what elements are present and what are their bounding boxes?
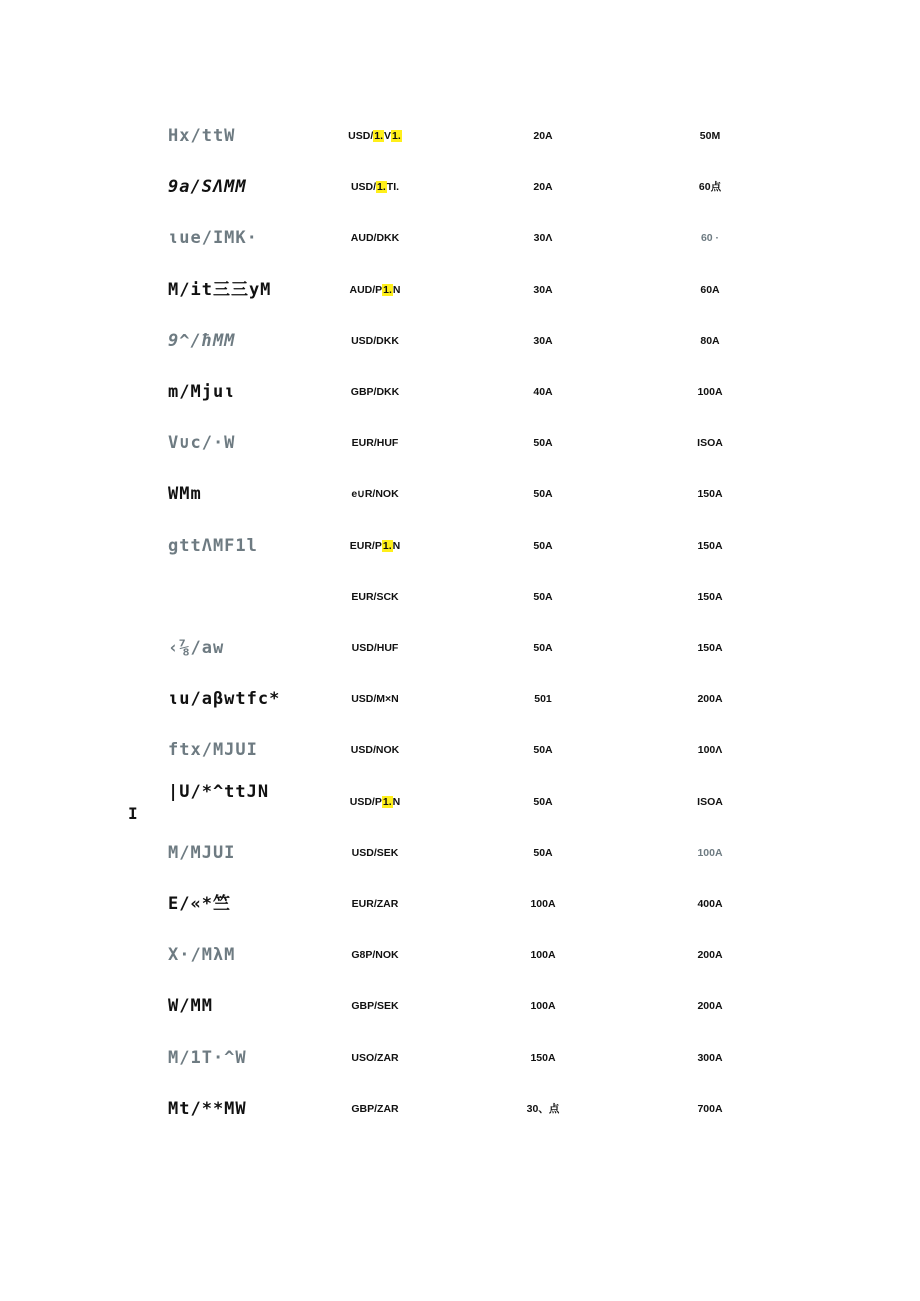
highlighted-text: 1. (382, 795, 392, 808)
currency-pair (330, 474, 420, 514)
row-name: gttΛMF1l (168, 535, 258, 556)
pair-text: EUR/HUF (351, 437, 399, 450)
row-name: ‹⅞∕aw (168, 638, 225, 658)
row-name: 9a∕SΛMM (168, 177, 247, 198)
min-value: 50A (533, 744, 553, 757)
currency-pair (330, 526, 420, 566)
pair-text: N (392, 539, 401, 552)
min-value: 50A (533, 846, 553, 859)
currency-pair (330, 372, 420, 412)
currency-pair (330, 935, 420, 975)
max-value: ISOA (697, 437, 723, 450)
pair-text: USD/SEK (351, 846, 399, 859)
margin-mark: I (128, 804, 138, 823)
table-row (0, 321, 920, 361)
pair-text: G8P/NOK (351, 949, 399, 962)
min-value: 50A (533, 488, 553, 501)
highlighted-text: 1. (383, 283, 392, 296)
min-value: 50A (533, 642, 553, 654)
highlighted-text: 1. (374, 130, 384, 142)
row-name: WMm (168, 484, 202, 505)
min-value: 501 (534, 693, 552, 706)
table-row (0, 935, 920, 975)
currency-pair (330, 270, 420, 310)
min-value: 150A (530, 1051, 556, 1064)
table-row (0, 577, 920, 617)
currency-pair (330, 423, 420, 463)
table-row (0, 372, 920, 412)
table-row (0, 628, 920, 668)
pair-text: EUR/SCK (351, 590, 399, 603)
table-row (0, 474, 920, 514)
currency-pair (330, 628, 420, 668)
pair-text: USO/ZAR (351, 1051, 399, 1064)
row-name: ιu∕aβwtfc* (168, 689, 281, 710)
highlighted-text: 1. (382, 539, 392, 552)
pair-text: GBP/ZAR (351, 1102, 399, 1115)
min-value: 100A (530, 1000, 556, 1013)
table-row (0, 218, 920, 258)
max-value: 60 · (700, 232, 720, 245)
row-name: E/«*竺 (168, 894, 231, 914)
currency-pair (330, 218, 420, 258)
min-value: 30A (533, 283, 553, 296)
min-value: 30、点 (526, 1102, 560, 1115)
currency-pair (330, 116, 420, 156)
min-value: 30Λ (533, 232, 553, 245)
pair-text: USD/DKK (351, 334, 399, 347)
row-name: m∕Mjuι (168, 382, 236, 402)
pair-text: USD/HUF (351, 642, 399, 654)
table-row (0, 1038, 920, 1078)
max-value: 400A (697, 898, 723, 910)
max-value: 200A (697, 949, 723, 962)
pair-text: EUR/ZAR (351, 898, 399, 910)
currency-pair (330, 1038, 420, 1078)
row-name: ftx∕MJUI (168, 740, 258, 761)
table-row (0, 884, 920, 924)
row-name: ιue∕ΙMK· (168, 228, 258, 249)
table-row (0, 730, 920, 770)
pair-text: N (392, 795, 401, 808)
currency-pair (330, 679, 420, 719)
highlighted-text: 1. (392, 130, 401, 142)
pair-text: N (392, 283, 401, 296)
table-row (0, 986, 920, 1026)
max-value: 80A (700, 334, 720, 347)
max-value: 200A (697, 693, 723, 706)
table-row (0, 833, 920, 873)
table-row (0, 167, 920, 207)
max-value: 200A (697, 1000, 723, 1013)
pair-text: USD/P (349, 795, 382, 808)
table-row (0, 679, 920, 719)
table-row (0, 116, 920, 156)
row-name: 9^∕ħMM (168, 330, 236, 351)
pair-text: GBP/SEK (351, 1000, 399, 1013)
pair-text: USD/M×N (351, 693, 399, 706)
pair-text: USD/ (350, 181, 377, 194)
min-value: 100A (530, 949, 556, 962)
row-name (168, 577, 338, 617)
min-value: 20A (533, 181, 553, 194)
currency-pair (330, 1089, 420, 1129)
max-value: ISOA (697, 795, 723, 808)
min-value: 30A (533, 334, 553, 347)
pair-text: AUD/DKK (350, 232, 400, 245)
min-value: 50A (533, 590, 553, 603)
min-value: 100A (530, 898, 556, 910)
currency-pair (330, 730, 420, 770)
min-value: 20A (533, 130, 553, 142)
row-name: X·∕MλM (168, 945, 236, 966)
max-value: 60点 (698, 181, 722, 194)
max-value: 700A (697, 1102, 723, 1115)
pair-text: USD/NOK (350, 744, 400, 757)
row-name: ∣U∕*^ttJN (168, 781, 270, 802)
min-value: 50A (533, 437, 553, 450)
row-name: M∕it三三yM (168, 279, 272, 300)
min-value: 40A (533, 386, 553, 398)
min-value: 50A (533, 795, 553, 808)
row-name: M∕1T·^W (168, 1047, 247, 1068)
max-value: 150A (697, 642, 723, 654)
highlighted-text: 1. (377, 181, 386, 194)
table-row (0, 1089, 920, 1129)
max-value: 100A (697, 386, 723, 398)
table-row (0, 423, 920, 463)
row-name: W/MM (168, 996, 213, 1017)
max-value: 60A (700, 283, 720, 296)
currency-pair (330, 321, 420, 361)
min-value: 50A (533, 539, 553, 552)
table-row (0, 782, 920, 822)
row-name: Hx/ttW (168, 126, 236, 146)
currency-pair (330, 167, 420, 207)
pair-text: AUD/P (349, 283, 383, 296)
currency-pair (330, 833, 420, 873)
pair-text: GBP/DKK (350, 386, 400, 398)
max-value: 50M (699, 130, 721, 142)
currency-pair (330, 782, 420, 822)
pair-text: EUR/P (349, 539, 382, 552)
max-value: 150A (697, 488, 723, 501)
currency-pair (330, 884, 420, 924)
pair-text: USD/ (348, 130, 374, 142)
row-name: M∕MJUI (168, 842, 236, 863)
max-value: 100Λ (697, 744, 723, 757)
currency-pair (330, 577, 420, 617)
table-row (0, 270, 920, 310)
row-name: Mt∕**MW (168, 1098, 247, 1119)
max-value: 300A (697, 1051, 723, 1064)
currency-pair (330, 986, 420, 1026)
max-value: 150A (697, 590, 723, 603)
max-value: 150A (697, 539, 723, 552)
pair-text: V (384, 130, 392, 142)
row-name: V∪c∕·W (168, 433, 236, 454)
pair-text: TI. (386, 181, 400, 194)
pair-text: e∪R/NOK (351, 488, 399, 501)
table-row (0, 526, 920, 566)
max-value: 100A (697, 846, 723, 859)
